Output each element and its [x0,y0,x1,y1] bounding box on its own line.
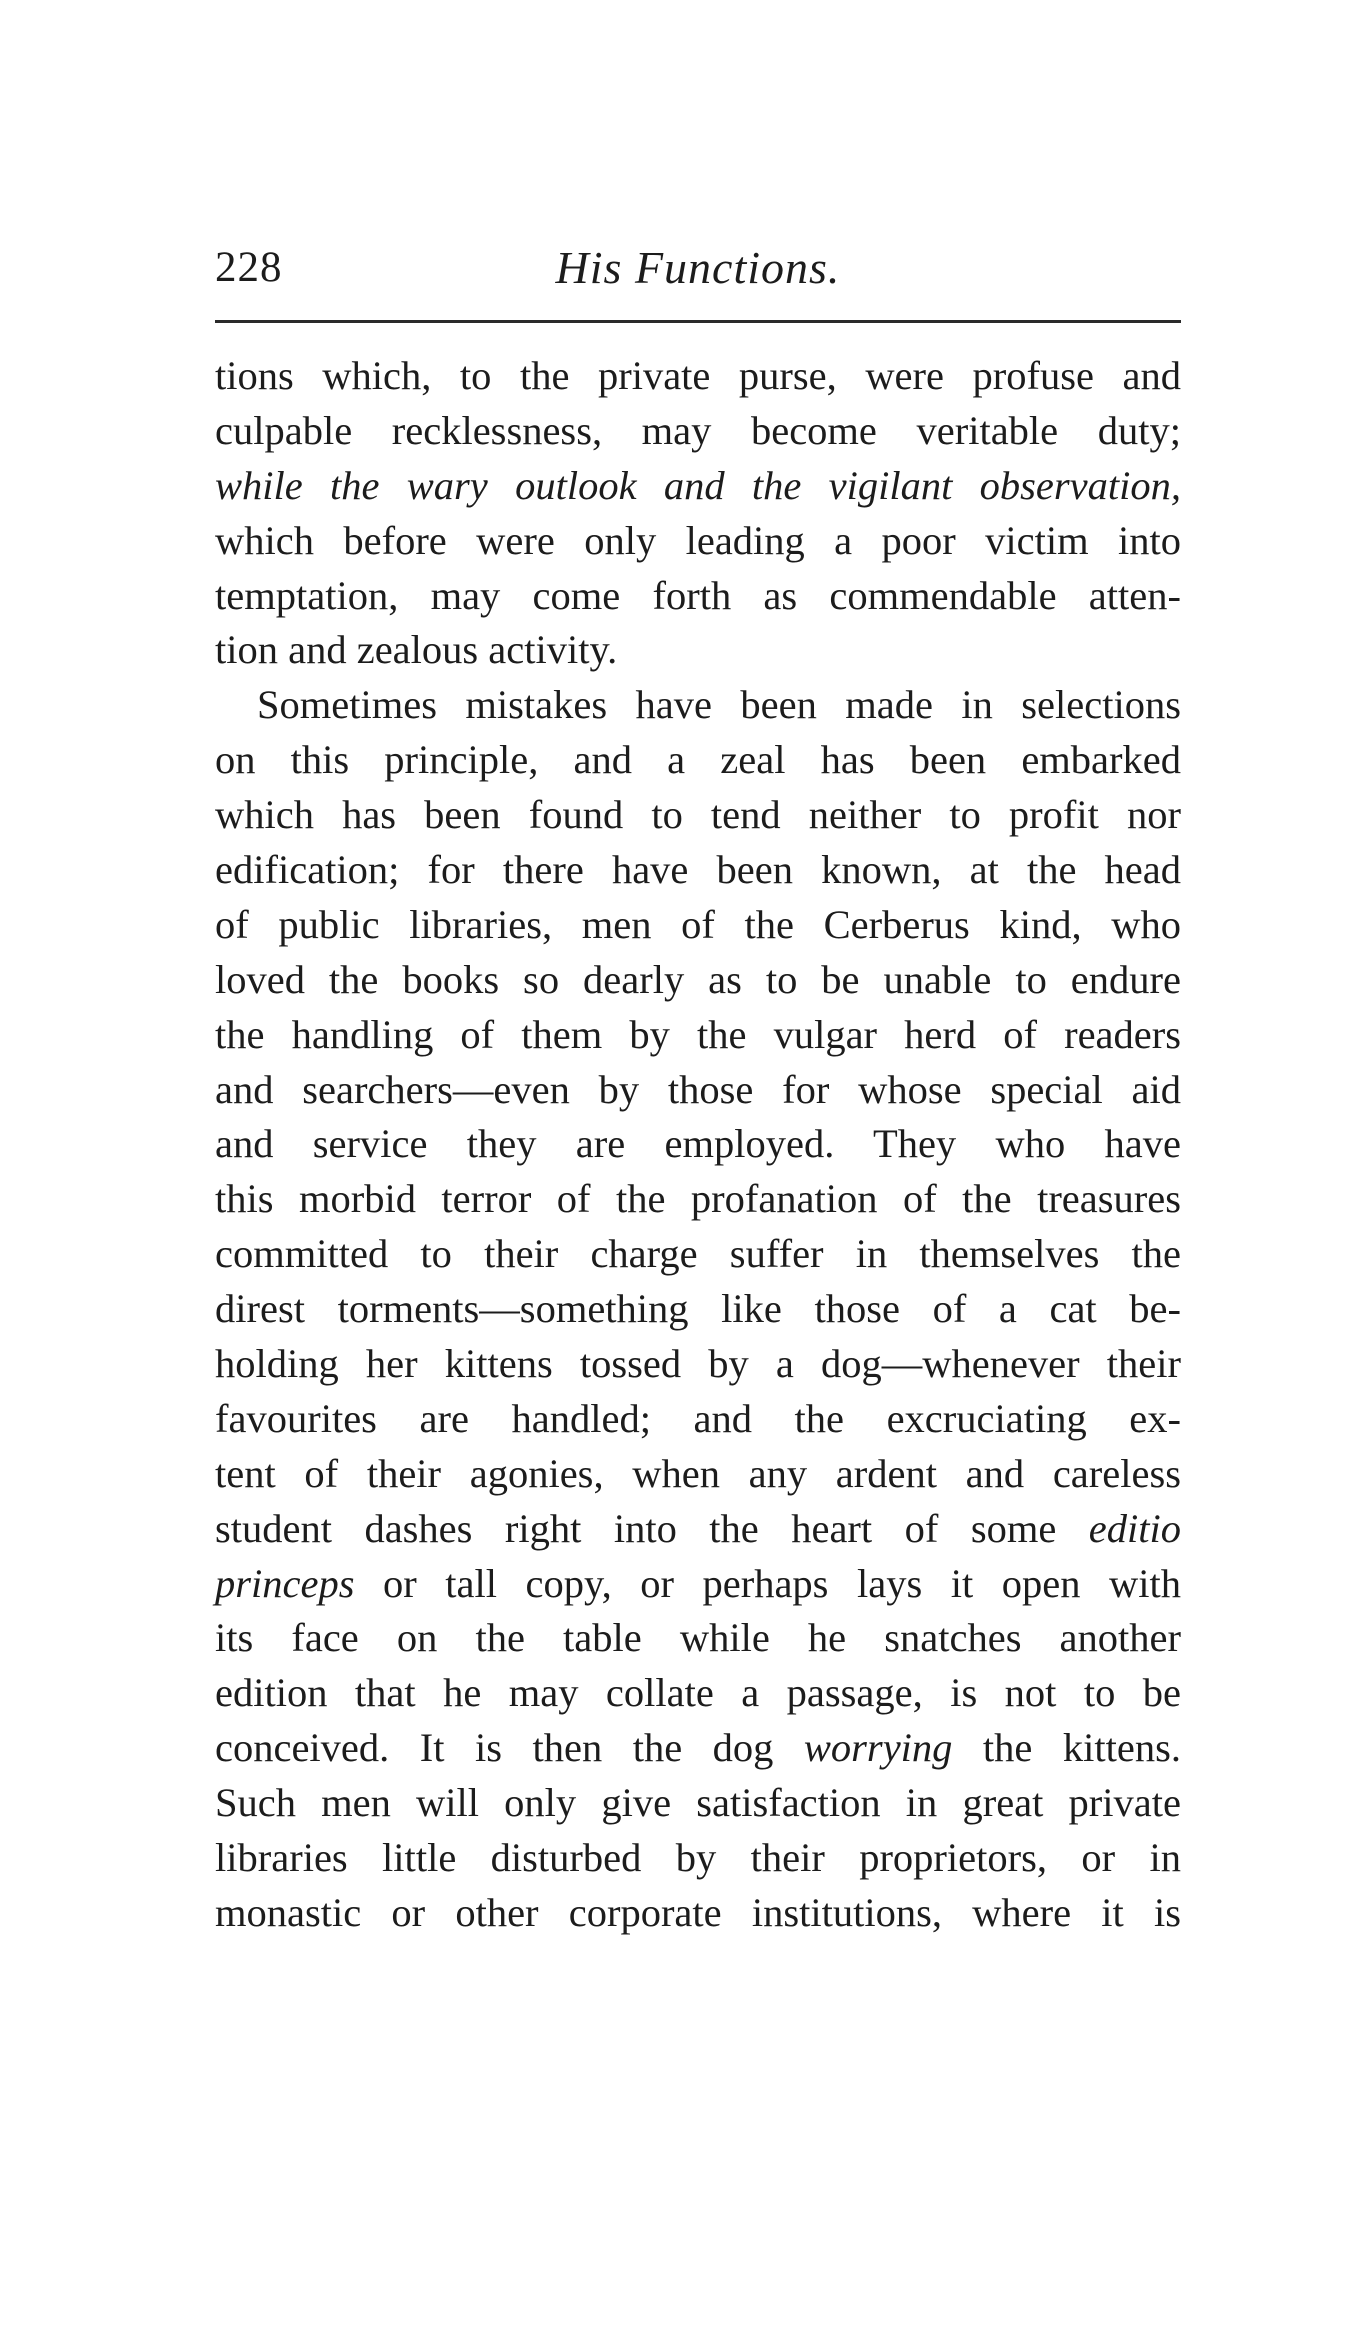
header-rule [215,320,1181,323]
text-line: favourites are handled; and the excruciating ex- [215,1395,1181,1441]
text-line: temptation, may come forth as commendable atten- [215,572,1181,618]
running-title: His Functions. [555,242,841,293]
text-line: on this principle, and a zeal has been embarked [215,737,1181,783]
text-line: monastic or other corporate institutions, where it is [215,1889,1181,1935]
text-line: and service they are employed. They who have [215,1121,1181,1167]
text-line: which has been found to tend neither to profit nor [215,792,1181,838]
text-line: tent of their agonies, when any ardent and careless [215,1450,1181,1496]
text-line: Sometimes mistakes have been made in selections [257,682,1181,728]
text-line: libraries little disturbed by their proprietors, or in [215,1835,1181,1881]
text-line: direst torments—something like those of a cat be- [215,1286,1181,1332]
text-line: of public libraries, men of the Cerberus kind, who [215,901,1181,947]
page-header [215,238,1181,298]
text-line: loved the books so dearly as to be unable to endure [215,956,1181,1002]
text-line: conceived. It is then the dog worrying the kittens. [215,1725,1181,1771]
text-line: tion and zealous activity. [215,627,618,673]
text-line: its face on the table while he snatches another [215,1615,1181,1661]
text-line: holding her kittens tossed by a dog—whenever their [215,1341,1181,1387]
text-line: and searchers—even by those for whose special aid [215,1066,1181,1112]
text-line: committed to their charge suffer in themselves the [215,1231,1181,1277]
text-line: tions which, to the private purse, were profuse and [215,353,1181,398]
text-line: this morbid terror of the profanation of the treasures [215,1176,1181,1222]
text-line: edition that he may collate a passage, is not to be [215,1670,1181,1716]
text-line: which before were only leading a poor victim into [215,517,1181,563]
text-line: Such men will only give satisfaction in great private [215,1780,1181,1826]
text-line: the handling of them by the vulgar herd of readers [215,1011,1181,1057]
text-line: edification; for there have been known, at the head [215,847,1181,893]
body-text [215,349,1181,1941]
text-line: student dashes right into the heart of some editio [215,1505,1181,1551]
text-line: princeps or tall copy, or perhaps lays it open with [215,1560,1181,1606]
page-number: 228 [215,244,283,291]
text-line: culpable recklessness, may become veritable duty; [215,407,1181,453]
text-line: while the wary outlook and the vigilant observation, [215,462,1181,508]
